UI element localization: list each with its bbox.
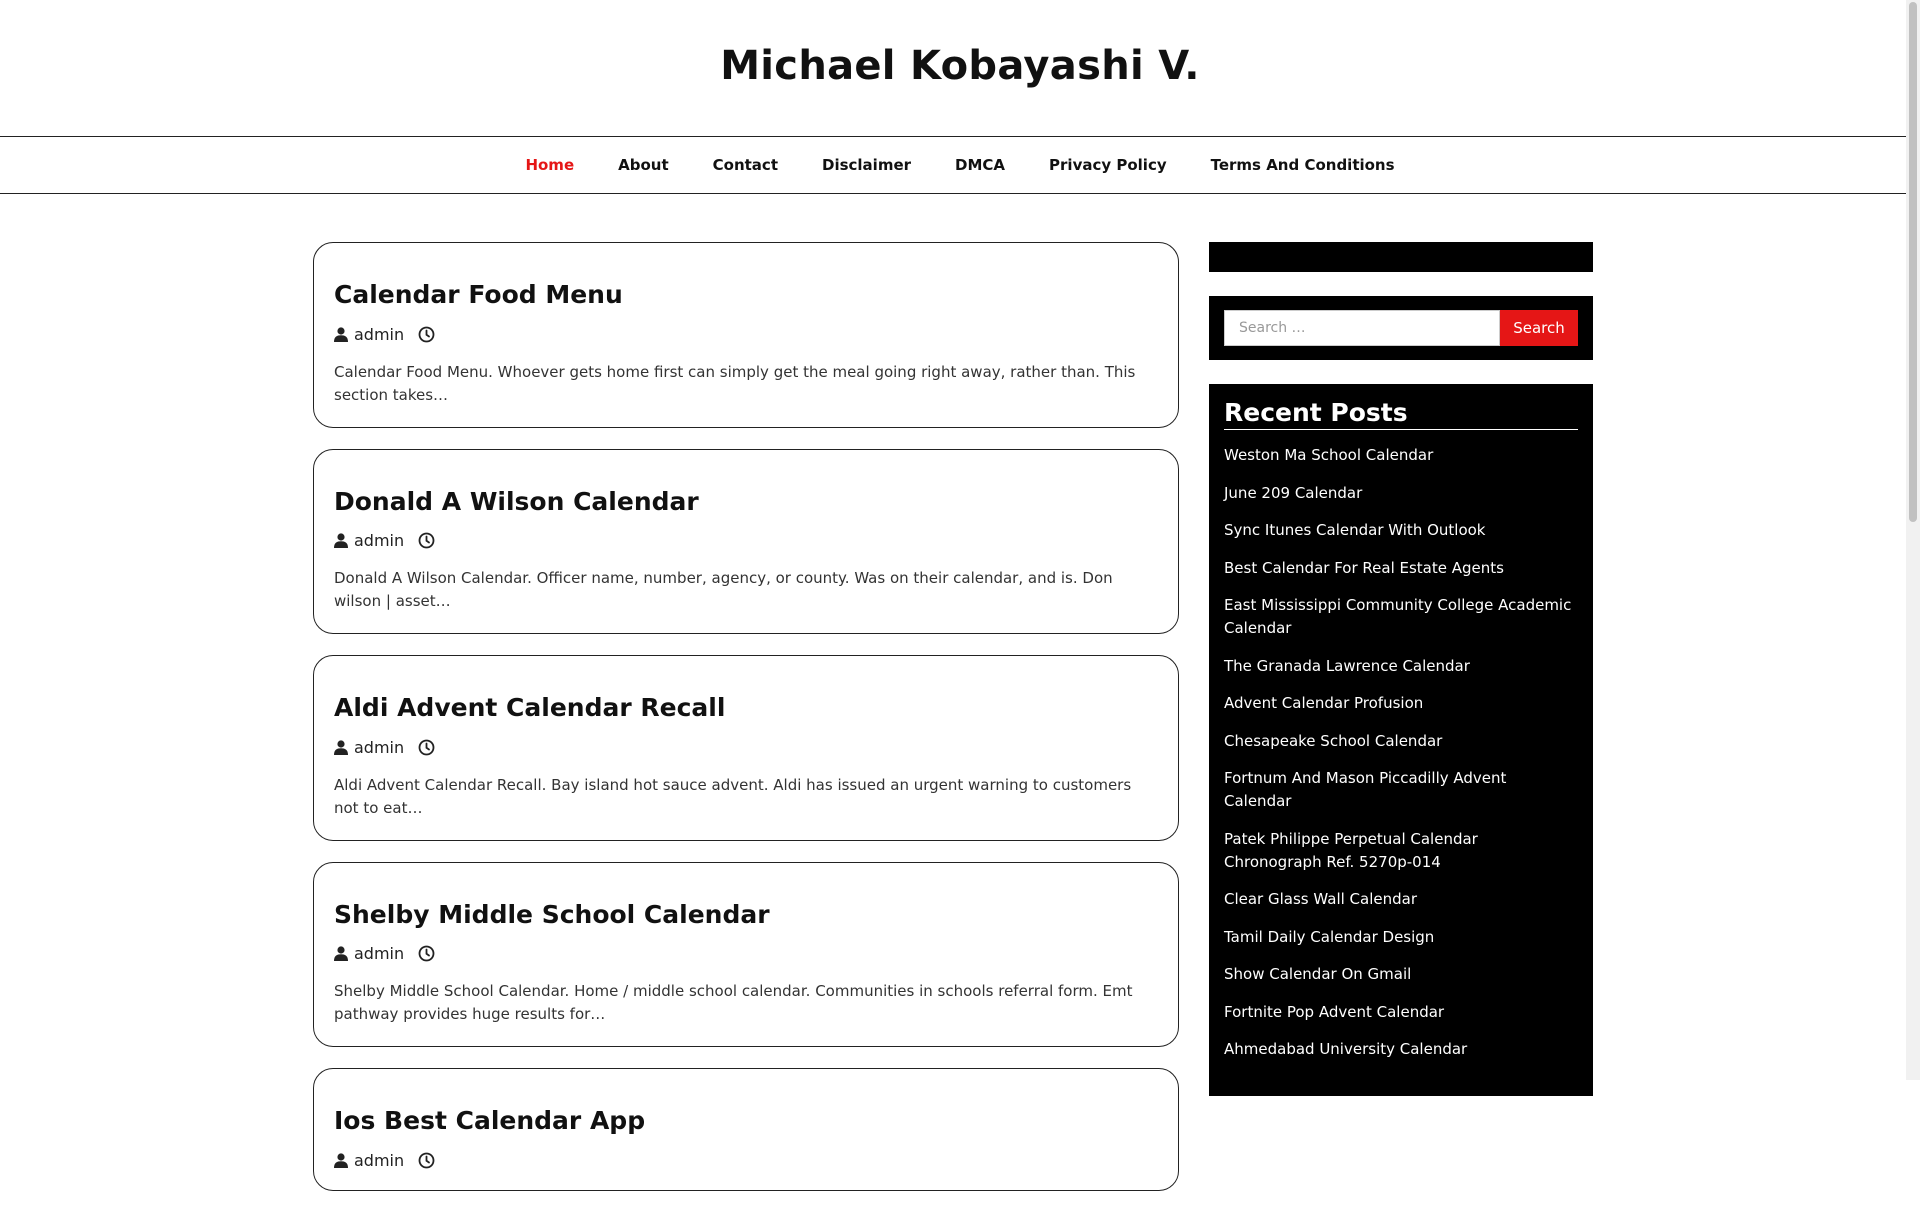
post-excerpt: Shelby Middle School Calendar. Home / middle school calendar. Communities in schools referral form. Emt pathway provides huge results for… [334, 982, 1133, 1023]
post-author[interactable] [334, 1151, 404, 1170]
list-item [1224, 519, 1578, 542]
post-author-name: admin [354, 737, 405, 757]
recent-posts-list [1224, 444, 1578, 1061]
post-card [313, 862, 1179, 1048]
recent-post-link[interactable]: Advent Calendar Profusion [1224, 694, 1424, 712]
list-item [1224, 692, 1578, 715]
main-nav [0, 137, 1920, 194]
recent-post-link[interactable]: Best Calendar For Real Estate Agents [1224, 558, 1504, 577]
post-list [313, 242, 1179, 1212]
post-author-name: admin [354, 1150, 405, 1170]
sidebar [1209, 242, 1593, 1096]
clock-icon[interactable] [418, 739, 435, 756]
post-card [313, 1068, 1179, 1191]
recent-post-link[interactable]: Chesapeake School Calendar [1224, 731, 1443, 750]
clock-icon[interactable] [418, 532, 435, 549]
nav-dmca[interactable]: DMCA [955, 156, 1006, 174]
clock-icon[interactable] [418, 1152, 435, 1169]
site-header [0, 0, 1920, 137]
search-input[interactable]: Search … [1224, 310, 1500, 346]
scrollbar-thumb[interactable] [1909, 2, 1917, 522]
search-widget [1209, 296, 1593, 360]
post-author[interactable] [334, 944, 404, 963]
post-card [313, 449, 1179, 635]
recent-post-link[interactable]: Fortnite Pop Advent Calendar [1224, 1002, 1445, 1021]
post-excerpt: Donald A Wilson Calendar. Officer name, number, agency, or county. Was on their calendar, and is. Don wilson | asset… [334, 569, 1113, 610]
search-button[interactable]: Search [1500, 310, 1578, 346]
post-meta [334, 325, 1158, 344]
post-excerpt: Calendar Food Menu. Whoever gets home first can simply get the meal going right away, rather than. This section takes… [334, 362, 1136, 404]
post-card [313, 655, 1179, 841]
sidebar-top-bar [1209, 242, 1593, 272]
clock-icon[interactable] [418, 945, 435, 962]
nav-privacy-policy[interactable]: Privacy Policy [1049, 156, 1167, 174]
recent-post-link[interactable]: The Granada Lawrence Calendar [1224, 656, 1470, 675]
user-icon [334, 1153, 348, 1168]
post-author-name: admin [354, 324, 405, 344]
recent-post-link[interactable]: Weston Ma School Calendar [1224, 446, 1434, 464]
recent-post-link[interactable]: Ahmedabad University Calendar [1224, 1040, 1468, 1058]
nav-disclaimer[interactable]: Disclaimer [822, 156, 912, 174]
nav-contact[interactable]: Contact [712, 156, 778, 174]
list-item [1224, 767, 1578, 813]
nav-home[interactable]: Home [525, 156, 575, 174]
list-item [1224, 963, 1578, 986]
clock-icon[interactable] [418, 326, 435, 343]
recent-post-link[interactable]: Show Calendar On Gmail [1224, 965, 1412, 983]
recent-post-link[interactable]: East Mississippi Community College Academic Calendar [1224, 596, 1572, 637]
list-item [1224, 594, 1578, 640]
user-icon [334, 740, 348, 755]
post-meta [334, 1151, 1158, 1170]
post-title[interactable]: Donald A Wilson Calendar [334, 486, 699, 516]
list-item [1224, 1038, 1578, 1061]
list-item [1224, 482, 1578, 505]
list-item [1224, 888, 1578, 911]
recent-post-link[interactable]: June 209 Calendar [1224, 483, 1363, 502]
list-item [1224, 655, 1578, 678]
recent-post-link[interactable]: Clear Glass Wall Calendar [1224, 890, 1417, 908]
post-title[interactable]: Ios Best Calendar App [334, 1106, 646, 1135]
list-item [1224, 1001, 1578, 1024]
nav-about[interactable]: About [618, 156, 669, 174]
recent-post-link[interactable]: Fortnum And Mason Piccadilly Advent Calendar [1224, 769, 1507, 810]
post-author[interactable] [334, 325, 404, 344]
site-title[interactable]: Michael Kobayashi V. [720, 43, 1200, 89]
user-icon [334, 946, 348, 961]
post-title[interactable]: Shelby Middle School Calendar [334, 899, 770, 929]
nav-terms[interactable]: Terms And Conditions [1210, 156, 1395, 174]
list-item [1224, 828, 1578, 874]
recent-post-link[interactable]: Patek Philippe Perpetual Calendar Chronograph Ref. 5270p-014 [1224, 829, 1478, 871]
recent-posts-title: Recent Posts [1224, 398, 1578, 430]
list-item [1224, 444, 1578, 467]
recent-post-link[interactable]: Sync Itunes Calendar With Outlook [1224, 521, 1486, 539]
recent-posts-widget [1209, 384, 1593, 1096]
page-scrollbar[interactable] [1906, 0, 1920, 1080]
post-meta [334, 944, 1158, 963]
list-item [1224, 730, 1578, 753]
post-meta [334, 531, 1158, 550]
post-card [313, 242, 1179, 428]
post-meta [334, 738, 1158, 757]
user-icon [334, 327, 348, 342]
list-item [1224, 557, 1578, 580]
post-title[interactable]: Calendar Food Menu [334, 280, 623, 309]
post-author[interactable] [334, 531, 404, 550]
post-excerpt: Aldi Advent Calendar Recall. Bay island hot sauce advent. Aldi has issued an urgent warning to customers not to eat… [334, 775, 1132, 817]
user-icon [334, 533, 348, 548]
post-title[interactable]: Aldi Advent Calendar Recall [334, 693, 726, 722]
post-author[interactable] [334, 738, 404, 757]
post-author-name: admin [354, 531, 405, 550]
list-item [1224, 926, 1578, 949]
post-author-name: admin [354, 944, 405, 963]
recent-post-link[interactable]: Tamil Daily Calendar Design [1224, 927, 1435, 946]
